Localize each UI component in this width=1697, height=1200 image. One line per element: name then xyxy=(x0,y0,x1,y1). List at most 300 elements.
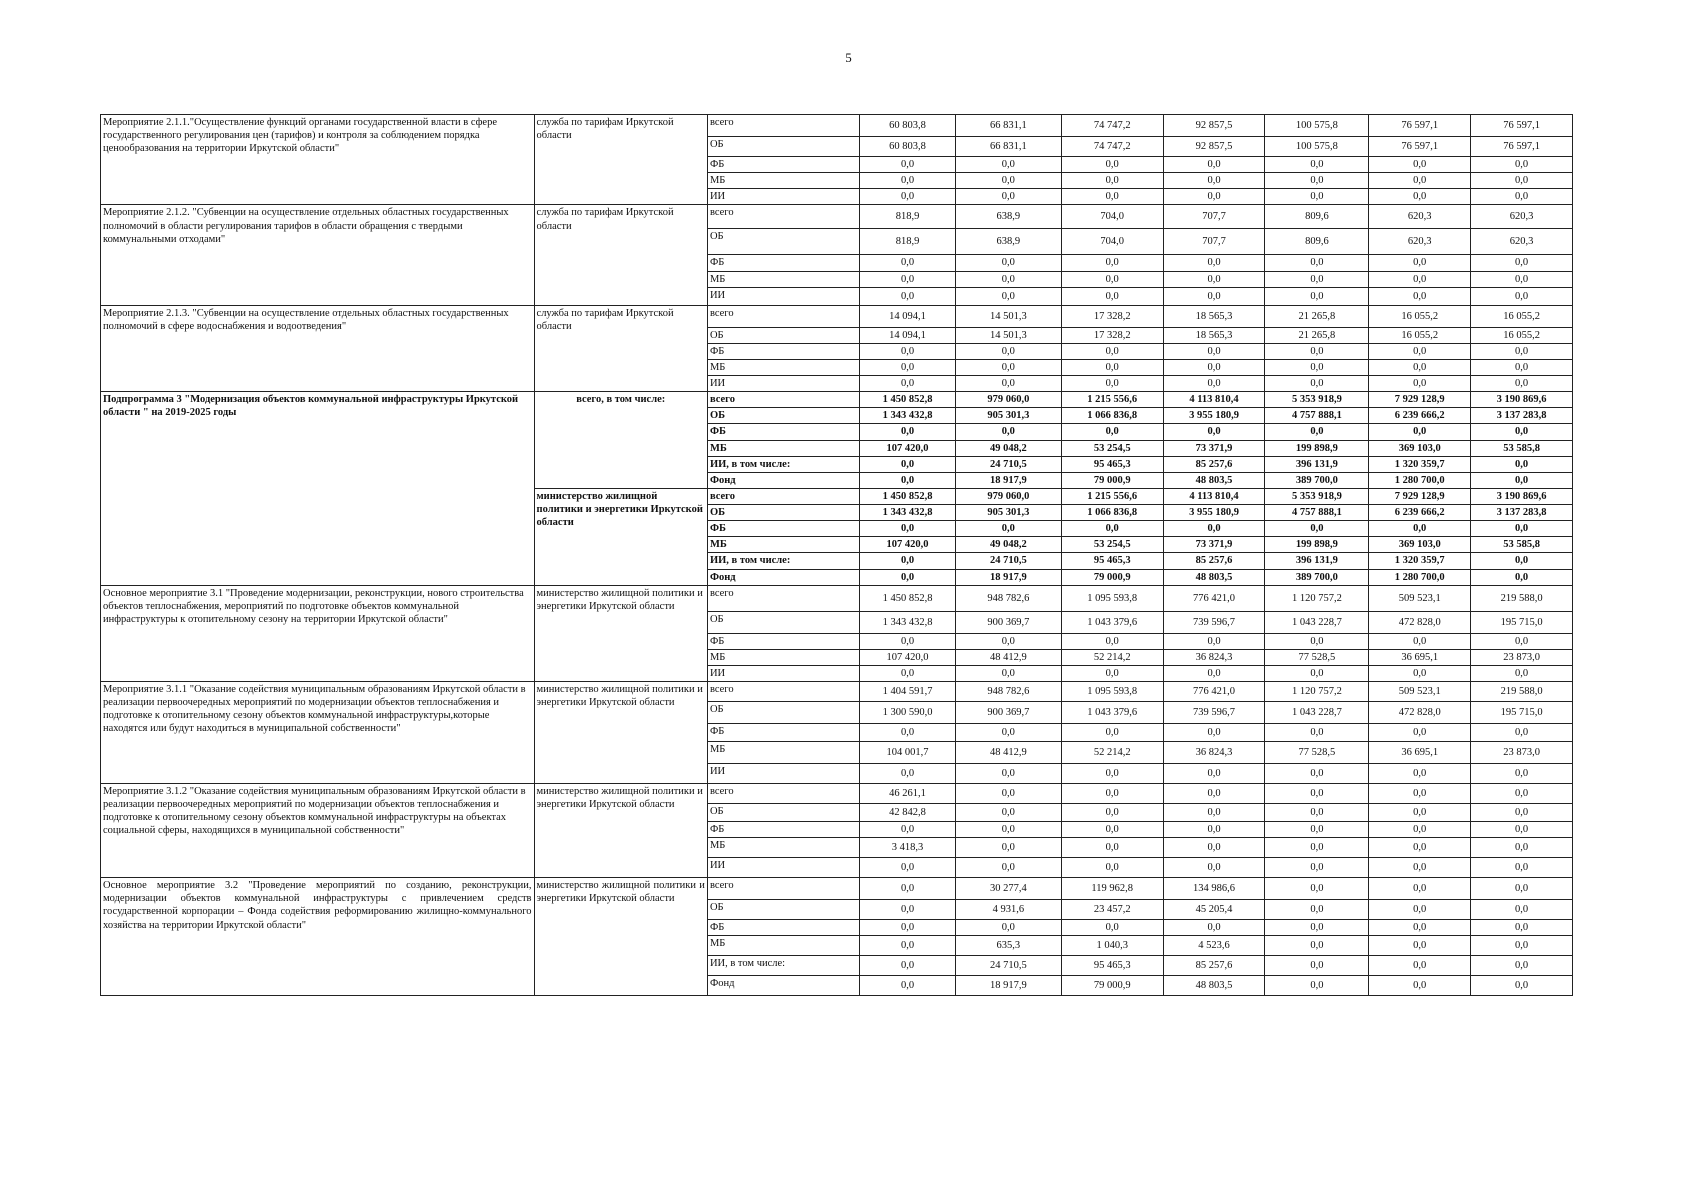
amount-cell: 0,0 xyxy=(1265,633,1369,649)
amount-cell: 0,0 xyxy=(955,838,1061,858)
table-row xyxy=(101,682,1573,702)
amount-cell: 0,0 xyxy=(1471,858,1573,878)
amount-cell: 107 420,0 xyxy=(860,440,956,456)
funding-source: всего xyxy=(707,488,859,504)
amount-cell: 0,0 xyxy=(1471,724,1573,742)
amount-cell: 0,0 xyxy=(860,456,956,472)
executor: всего, в том числе: xyxy=(534,392,707,489)
amount-cell: 809,6 xyxy=(1265,205,1369,229)
amount-cell: 14 094,1 xyxy=(860,327,956,343)
funding-source: ОБ xyxy=(707,229,859,255)
funding-source: МБ xyxy=(707,440,859,456)
measure-name: Мероприятие 3.1.2 "Оказание содействия муниципальным образованиям Иркутской области в реализации первоочередных мероприятий по модернизации объектов теплоснабжения и подготовке к отопительному сезону объектов коммунальной инфраструктуры на объектах социальной сферы, находящихся в муниципальной собственности" xyxy=(101,784,535,878)
amount-cell: 0,0 xyxy=(955,858,1061,878)
amount-cell: 1 043 228,7 xyxy=(1265,702,1369,724)
amount-cell: 18 917,9 xyxy=(955,569,1061,585)
amount-cell: 0,0 xyxy=(860,569,956,585)
amount-cell: 0,0 xyxy=(1163,343,1265,359)
funding-source: всего xyxy=(707,585,859,611)
amount-cell: 0,0 xyxy=(1369,343,1471,359)
amount-cell: 0,0 xyxy=(1061,764,1163,784)
amount-cell: 0,0 xyxy=(1163,255,1265,271)
amount-cell: 0,0 xyxy=(955,633,1061,649)
amount-cell: 48 803,5 xyxy=(1163,472,1265,488)
amount-cell: 0,0 xyxy=(1265,878,1369,900)
amount-cell: 24 710,5 xyxy=(955,456,1061,472)
amount-cell: 4 757 888,1 xyxy=(1265,505,1369,521)
amount-cell: 704,0 xyxy=(1061,229,1163,255)
amount-cell: 18 917,9 xyxy=(955,976,1061,996)
amount-cell: 23 873,0 xyxy=(1471,649,1573,665)
amount-cell: 0,0 xyxy=(1061,343,1163,359)
funding-source: ОБ xyxy=(707,327,859,343)
amount-cell: 0,0 xyxy=(1369,173,1471,189)
amount-cell: 707,7 xyxy=(1163,205,1265,229)
amount-cell: 0,0 xyxy=(955,255,1061,271)
amount-cell: 0,0 xyxy=(1265,189,1369,205)
amount-cell: 0,0 xyxy=(1061,424,1163,440)
amount-cell: 195 715,0 xyxy=(1471,702,1573,724)
amount-cell: 45 205,4 xyxy=(1163,900,1265,920)
amount-cell: 79 000,9 xyxy=(1061,569,1163,585)
amount-cell: 1 280 700,0 xyxy=(1369,472,1471,488)
amount-cell: 16 055,2 xyxy=(1471,327,1573,343)
amount-cell: 0,0 xyxy=(1265,521,1369,537)
executor: министерство жилищной политики и энергетики Иркутской области xyxy=(534,488,707,585)
amount-cell: 0,0 xyxy=(1061,633,1163,649)
funding-source: ФБ xyxy=(707,724,859,742)
amount-cell: 0,0 xyxy=(860,189,956,205)
amount-cell: 818,9 xyxy=(860,229,956,255)
amount-cell: 0,0 xyxy=(1471,424,1573,440)
funding-source: ИИ xyxy=(707,287,859,305)
amount-cell: 509 523,1 xyxy=(1369,682,1471,702)
amount-cell: 0,0 xyxy=(860,920,956,936)
amount-cell: 0,0 xyxy=(1471,976,1573,996)
funding-source: ФБ xyxy=(707,255,859,271)
funding-source: МБ xyxy=(707,838,859,858)
amount-cell: 0,0 xyxy=(1471,569,1573,585)
amount-cell: 1 450 852,8 xyxy=(860,585,956,611)
amount-cell: 0,0 xyxy=(860,956,956,976)
amount-cell: 0,0 xyxy=(1061,804,1163,822)
amount-cell: 0,0 xyxy=(1471,665,1573,681)
amount-cell: 95 465,3 xyxy=(1061,956,1163,976)
amount-cell: 0,0 xyxy=(1471,553,1573,569)
amount-cell: 635,3 xyxy=(955,936,1061,956)
table-row xyxy=(101,784,1573,804)
amount-cell: 4 523,6 xyxy=(1163,936,1265,956)
amount-cell: 900 369,7 xyxy=(955,611,1061,633)
funding-source: ИИ xyxy=(707,858,859,878)
amount-cell: 1 066 836,8 xyxy=(1061,505,1163,521)
amount-cell: 0,0 xyxy=(1163,521,1265,537)
amount-cell: 0,0 xyxy=(1163,189,1265,205)
amount-cell: 979 060,0 xyxy=(955,392,1061,408)
funding-source: всего xyxy=(707,205,859,229)
amount-cell: 48 412,9 xyxy=(955,742,1061,764)
amount-cell: 0,0 xyxy=(955,724,1061,742)
amount-cell: 0,0 xyxy=(860,343,956,359)
amount-cell: 1 450 852,8 xyxy=(860,488,956,504)
amount-cell: 49 048,2 xyxy=(955,537,1061,553)
amount-cell: 0,0 xyxy=(955,521,1061,537)
amount-cell: 0,0 xyxy=(1163,376,1265,392)
amount-cell: 0,0 xyxy=(1369,976,1471,996)
measure-name: Основное мероприятие 3.2 "Проведение мероприятий по созданию, реконструкции, модернизации объектов коммунальной инфраструктуры с привлечением средств государственной корпорации – Фонда содействия реформированию жилищно-коммунального хозяйства на территории Иркутской области" xyxy=(101,878,535,996)
funding-source: ИИ xyxy=(707,665,859,681)
funding-source: ОБ xyxy=(707,702,859,724)
amount-cell: 0,0 xyxy=(860,878,956,900)
amount-cell: 18 565,3 xyxy=(1163,327,1265,343)
amount-cell: 48 803,5 xyxy=(1163,976,1265,996)
amount-cell: 0,0 xyxy=(955,822,1061,838)
funding-source: ИИ, в том числе: xyxy=(707,456,859,472)
amount-cell: 5 353 918,9 xyxy=(1265,488,1369,504)
amount-cell: 1 120 757,2 xyxy=(1265,682,1369,702)
funding-source: ИИ, в том числе: xyxy=(707,956,859,976)
amount-cell: 0,0 xyxy=(860,271,956,287)
funding-source: всего xyxy=(707,392,859,408)
amount-cell: 0,0 xyxy=(1265,764,1369,784)
amount-cell: 95 465,3 xyxy=(1061,456,1163,472)
amount-cell: 36 824,3 xyxy=(1163,649,1265,665)
amount-cell: 707,7 xyxy=(1163,229,1265,255)
amount-cell: 0,0 xyxy=(1369,764,1471,784)
amount-cell: 85 257,6 xyxy=(1163,456,1265,472)
amount-cell: 53 585,8 xyxy=(1471,537,1573,553)
amount-cell: 76 597,1 xyxy=(1471,137,1573,157)
amount-cell: 1 095 593,8 xyxy=(1061,682,1163,702)
amount-cell: 0,0 xyxy=(860,724,956,742)
amount-cell: 53 254,5 xyxy=(1061,440,1163,456)
amount-cell: 66 831,1 xyxy=(955,115,1061,137)
amount-cell: 1 343 432,8 xyxy=(860,408,956,424)
amount-cell: 17 328,2 xyxy=(1061,327,1163,343)
table-row xyxy=(101,115,1573,137)
amount-cell: 0,0 xyxy=(860,900,956,920)
amount-cell: 0,0 xyxy=(1265,858,1369,878)
amount-cell: 739 596,7 xyxy=(1163,702,1265,724)
amount-cell: 60 803,8 xyxy=(860,137,956,157)
amount-cell: 4 931,6 xyxy=(955,900,1061,920)
amount-cell: 0,0 xyxy=(1061,189,1163,205)
amount-cell: 905 301,3 xyxy=(955,505,1061,521)
amount-cell: 3 137 283,8 xyxy=(1471,408,1573,424)
amount-cell: 5 353 918,9 xyxy=(1265,392,1369,408)
amount-cell: 0,0 xyxy=(860,764,956,784)
amount-cell: 1 404 591,7 xyxy=(860,682,956,702)
page-number: 5 xyxy=(845,50,852,65)
amount-cell: 73 371,9 xyxy=(1163,537,1265,553)
amount-cell: 0,0 xyxy=(955,764,1061,784)
amount-cell: 0,0 xyxy=(955,157,1061,173)
amount-cell: 620,3 xyxy=(1369,205,1471,229)
amount-cell: 4 113 810,4 xyxy=(1163,488,1265,504)
amount-cell: 948 782,6 xyxy=(955,682,1061,702)
amount-cell: 0,0 xyxy=(860,376,956,392)
amount-cell: 100 575,8 xyxy=(1265,137,1369,157)
amount-cell: 0,0 xyxy=(1163,822,1265,838)
amount-cell: 0,0 xyxy=(1163,764,1265,784)
amount-cell: 0,0 xyxy=(1471,173,1573,189)
amount-cell: 3 137 283,8 xyxy=(1471,505,1573,521)
amount-cell: 0,0 xyxy=(1369,255,1471,271)
funding-source: ФБ xyxy=(707,920,859,936)
amount-cell: 776 421,0 xyxy=(1163,682,1265,702)
amount-cell: 23 873,0 xyxy=(1471,742,1573,764)
amount-cell: 0,0 xyxy=(1163,287,1265,305)
amount-cell: 0,0 xyxy=(1471,764,1573,784)
funding-source: ФБ xyxy=(707,343,859,359)
amount-cell: 79 000,9 xyxy=(1061,976,1163,996)
funding-source: всего xyxy=(707,878,859,900)
executor: министерство жилищной политики и энергетики Иркутской области xyxy=(534,682,707,784)
amount-cell: 1 095 593,8 xyxy=(1061,585,1163,611)
amount-cell: 0,0 xyxy=(1369,900,1471,920)
amount-cell: 6 239 666,2 xyxy=(1369,408,1471,424)
amount-cell: 0,0 xyxy=(1265,271,1369,287)
amount-cell: 0,0 xyxy=(1369,822,1471,838)
amount-cell: 0,0 xyxy=(1265,157,1369,173)
table-row xyxy=(101,878,1573,900)
funding-source: МБ xyxy=(707,936,859,956)
table-body xyxy=(101,115,1573,996)
amount-cell: 53 585,8 xyxy=(1471,440,1573,456)
amount-cell: 0,0 xyxy=(1369,724,1471,742)
amount-cell: 0,0 xyxy=(1061,271,1163,287)
table-row xyxy=(101,305,1573,327)
funding-source: всего xyxy=(707,682,859,702)
amount-cell: 905 301,3 xyxy=(955,408,1061,424)
amount-cell: 14 501,3 xyxy=(955,305,1061,327)
funding-source: всего xyxy=(707,115,859,137)
amount-cell: 948 782,6 xyxy=(955,585,1061,611)
funding-source: ОБ xyxy=(707,137,859,157)
amount-cell: 52 214,2 xyxy=(1061,742,1163,764)
amount-cell: 0,0 xyxy=(1471,189,1573,205)
amount-cell: 0,0 xyxy=(1265,936,1369,956)
amount-cell: 0,0 xyxy=(1163,359,1265,375)
amount-cell: 3 418,3 xyxy=(860,838,956,858)
amount-cell: 1 280 700,0 xyxy=(1369,569,1471,585)
funding-source: Фонд xyxy=(707,472,859,488)
amount-cell: 0,0 xyxy=(1471,838,1573,858)
amount-cell: 107 420,0 xyxy=(860,537,956,553)
amount-cell: 85 257,6 xyxy=(1163,956,1265,976)
amount-cell: 0,0 xyxy=(1265,359,1369,375)
funding-source: ИИ xyxy=(707,376,859,392)
amount-cell: 42 842,8 xyxy=(860,804,956,822)
amount-cell: 0,0 xyxy=(955,271,1061,287)
amount-cell: 0,0 xyxy=(1369,956,1471,976)
amount-cell: 195 715,0 xyxy=(1471,611,1573,633)
amount-cell: 0,0 xyxy=(860,424,956,440)
amount-cell: 0,0 xyxy=(1163,920,1265,936)
amount-cell: 0,0 xyxy=(1369,804,1471,822)
amount-cell: 0,0 xyxy=(955,784,1061,804)
amount-cell: 3 190 869,6 xyxy=(1471,392,1573,408)
amount-cell: 14 094,1 xyxy=(860,305,956,327)
amount-cell: 0,0 xyxy=(1471,472,1573,488)
funding-source: ОБ xyxy=(707,408,859,424)
amount-cell: 0,0 xyxy=(1265,784,1369,804)
funding-source: ОБ xyxy=(707,505,859,521)
amount-cell: 0,0 xyxy=(1471,157,1573,173)
amount-cell: 0,0 xyxy=(1369,838,1471,858)
amount-cell: 199 898,9 xyxy=(1265,440,1369,456)
funding-source: ОБ xyxy=(707,900,859,920)
amount-cell: 1 066 836,8 xyxy=(1061,408,1163,424)
measure-name: Мероприятие 2.1.3. "Субвенции на осуществление отдельных областных государственных полномочий в сфере водоснабжения и водоотведения" xyxy=(101,305,535,392)
amount-cell: 17 328,2 xyxy=(1061,305,1163,327)
amount-cell: 16 055,2 xyxy=(1369,305,1471,327)
amount-cell: 0,0 xyxy=(1265,343,1369,359)
amount-cell: 0,0 xyxy=(1369,287,1471,305)
amount-cell: 1 215 556,6 xyxy=(1061,392,1163,408)
amount-cell: 0,0 xyxy=(860,633,956,649)
funding-source: МБ xyxy=(707,271,859,287)
amount-cell: 0,0 xyxy=(1163,173,1265,189)
amount-cell: 18 565,3 xyxy=(1163,305,1265,327)
table-row xyxy=(101,205,1573,229)
amount-cell: 0,0 xyxy=(1163,838,1265,858)
funding-source: МБ xyxy=(707,649,859,665)
amount-cell: 0,0 xyxy=(955,424,1061,440)
amount-cell: 76 597,1 xyxy=(1369,115,1471,137)
amount-cell: 76 597,1 xyxy=(1369,137,1471,157)
amount-cell: 73 371,9 xyxy=(1163,440,1265,456)
amount-cell: 0,0 xyxy=(955,920,1061,936)
amount-cell: 0,0 xyxy=(955,343,1061,359)
amount-cell: 24 710,5 xyxy=(955,956,1061,976)
amount-cell: 48 412,9 xyxy=(955,649,1061,665)
amount-cell: 0,0 xyxy=(860,553,956,569)
amount-cell: 389 700,0 xyxy=(1265,569,1369,585)
amount-cell: 0,0 xyxy=(955,804,1061,822)
amount-cell: 21 265,8 xyxy=(1265,305,1369,327)
amount-cell: 0,0 xyxy=(860,936,956,956)
amount-cell: 46 261,1 xyxy=(860,784,956,804)
amount-cell: 0,0 xyxy=(1471,878,1573,900)
amount-cell: 219 588,0 xyxy=(1471,585,1573,611)
amount-cell: 76 597,1 xyxy=(1471,115,1573,137)
amount-cell: 0,0 xyxy=(1163,424,1265,440)
amount-cell: 1 320 359,7 xyxy=(1369,553,1471,569)
funding-source: МБ xyxy=(707,359,859,375)
amount-cell: 776 421,0 xyxy=(1163,585,1265,611)
amount-cell: 0,0 xyxy=(860,287,956,305)
amount-cell: 0,0 xyxy=(1369,920,1471,936)
amount-cell: 638,9 xyxy=(955,205,1061,229)
amount-cell: 77 528,5 xyxy=(1265,742,1369,764)
amount-cell: 1 450 852,8 xyxy=(860,392,956,408)
amount-cell: 0,0 xyxy=(1369,936,1471,956)
amount-cell: 1 320 359,7 xyxy=(1369,456,1471,472)
amount-cell: 809,6 xyxy=(1265,229,1369,255)
amount-cell: 0,0 xyxy=(1061,665,1163,681)
amount-cell: 1 343 432,8 xyxy=(860,611,956,633)
amount-cell: 0,0 xyxy=(1369,424,1471,440)
amount-cell: 704,0 xyxy=(1061,205,1163,229)
amount-cell: 0,0 xyxy=(860,858,956,878)
amount-cell: 0,0 xyxy=(1061,920,1163,936)
amount-cell: 0,0 xyxy=(1471,255,1573,271)
funding-source: МБ xyxy=(707,537,859,553)
amount-cell: 0,0 xyxy=(1265,173,1369,189)
amount-cell: 0,0 xyxy=(1369,858,1471,878)
amount-cell: 472 828,0 xyxy=(1369,611,1471,633)
amount-cell: 0,0 xyxy=(1471,956,1573,976)
funding-source: Фонд xyxy=(707,569,859,585)
amount-cell: 74 747,2 xyxy=(1061,137,1163,157)
amount-cell: 48 803,5 xyxy=(1163,569,1265,585)
amount-cell: 0,0 xyxy=(1061,838,1163,858)
funding-source: ФБ xyxy=(707,424,859,440)
amount-cell: 0,0 xyxy=(1369,784,1471,804)
amount-cell: 472 828,0 xyxy=(1369,702,1471,724)
amount-cell: 0,0 xyxy=(860,359,956,375)
amount-cell: 0,0 xyxy=(860,976,956,996)
amount-cell: 0,0 xyxy=(1163,633,1265,649)
measure-name: Мероприятие 2.1.2. "Субвенции на осуществление отдельных областных государственных полномочий в области регулирования тарифов в области обращения с твердыми коммунальными отходами" xyxy=(101,205,535,305)
amount-cell: 818,9 xyxy=(860,205,956,229)
amount-cell: 0,0 xyxy=(1369,878,1471,900)
funding-source: МБ xyxy=(707,742,859,764)
amount-cell: 0,0 xyxy=(1369,521,1471,537)
amount-cell: 0,0 xyxy=(1265,900,1369,920)
amount-cell: 92 857,5 xyxy=(1163,137,1265,157)
amount-cell: 0,0 xyxy=(1471,920,1573,936)
amount-cell: 0,0 xyxy=(1369,189,1471,205)
amount-cell: 16 055,2 xyxy=(1471,305,1573,327)
amount-cell: 0,0 xyxy=(1265,376,1369,392)
amount-cell: 0,0 xyxy=(1471,521,1573,537)
amount-cell: 7 929 128,9 xyxy=(1369,392,1471,408)
amount-cell: 30 277,4 xyxy=(955,878,1061,900)
funding-source: Фонд xyxy=(707,976,859,996)
amount-cell: 0,0 xyxy=(1265,724,1369,742)
funding-source: ИИ, в том числе: xyxy=(707,553,859,569)
table-row xyxy=(101,585,1573,611)
amount-cell: 0,0 xyxy=(1061,173,1163,189)
amount-cell: 0,0 xyxy=(955,189,1061,205)
amount-cell: 0,0 xyxy=(860,157,956,173)
amount-cell: 0,0 xyxy=(1471,456,1573,472)
amount-cell: 739 596,7 xyxy=(1163,611,1265,633)
amount-cell: 0,0 xyxy=(1471,376,1573,392)
amount-cell: 0,0 xyxy=(1265,956,1369,976)
amount-cell: 21 265,8 xyxy=(1265,327,1369,343)
amount-cell: 0,0 xyxy=(1163,804,1265,822)
amount-cell: 0,0 xyxy=(955,359,1061,375)
amount-cell: 4 113 810,4 xyxy=(1163,392,1265,408)
amount-cell: 0,0 xyxy=(1265,424,1369,440)
amount-cell: 92 857,5 xyxy=(1163,115,1265,137)
amount-cell: 0,0 xyxy=(1265,838,1369,858)
amount-cell: 7 929 128,9 xyxy=(1369,488,1471,504)
funding-source: ИИ xyxy=(707,764,859,784)
amount-cell: 4 757 888,1 xyxy=(1265,408,1369,424)
amount-cell: 66 831,1 xyxy=(955,137,1061,157)
amount-cell: 3 955 180,9 xyxy=(1163,505,1265,521)
amount-cell: 0,0 xyxy=(1163,665,1265,681)
amount-cell: 0,0 xyxy=(955,665,1061,681)
executor: министерство жилищной политики и энергетики Иркутской области xyxy=(534,784,707,878)
amount-cell: 0,0 xyxy=(1061,822,1163,838)
amount-cell: 36 824,3 xyxy=(1163,742,1265,764)
amount-cell: 0,0 xyxy=(1163,271,1265,287)
